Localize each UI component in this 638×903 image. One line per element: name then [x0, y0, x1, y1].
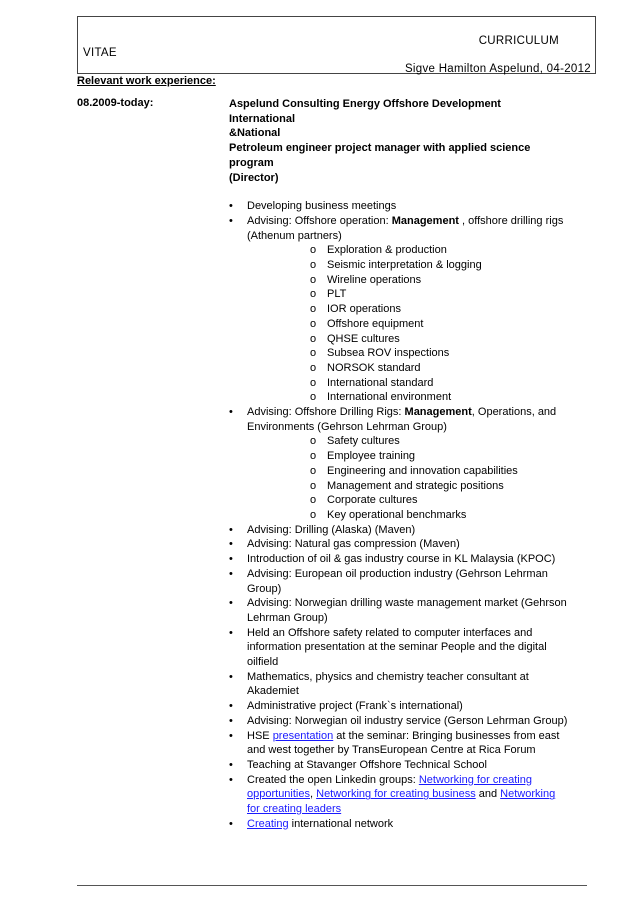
sub-list-item: o International standard [247, 376, 569, 391]
list-item: • Advising: European oil production industry (Gehrson Lehrman Group) [229, 567, 569, 596]
header-curriculum: CURRICULUM [478, 35, 559, 47]
sub-list-offshore [247, 243, 569, 405]
sub-list-item: o NORSOK standard [247, 361, 569, 376]
link-networking-opportunities[interactable]: Networking for creating opportunities [247, 773, 532, 801]
header-box [77, 16, 596, 74]
sub-list-item: o Management and strategic positions [247, 479, 569, 494]
list-item: • Advising: Offshore operation: Management , offshore drilling rigs (Athenum partners) o Exploration & production o Seismic interpretation & logging o Wireline operations o PLT o IOR operations o Offshore equipment o QHSE cultures o Subsea ROV inspections o NORSOK standard o International standard o International environment [229, 214, 569, 405]
header-name-date: Sigve Hamilton Aspelund, 04-2012 [404, 63, 591, 75]
list-item: • HSE presentation at the seminar: Bringing businesses from east and west together by TransEuropean Centre at Rica Forum [229, 729, 569, 758]
sub-list-item: o Subsea ROV inspections [247, 346, 569, 361]
list-item: • Advising: Drilling (Alaska) (Maven) [229, 523, 569, 538]
footer-divider [77, 885, 587, 886]
sub-list-item: o PLT [247, 287, 569, 302]
list-item: • Created the open Linkedin groups: Networking for creating opportunities, Networking for creating business and Networking for creating leaders [229, 773, 569, 817]
job-line-1: Aspelund Consulting Energy Offshore Development International [229, 98, 501, 125]
header-vitae: VITAE [83, 47, 117, 59]
job-line-4: (Director) [229, 171, 279, 184]
sub-list-item: o Safety cultures [247, 434, 569, 449]
list-item: • Mathematics, physics and chemistry teacher consultant at Akademiet [229, 670, 569, 699]
sub-list-item: o QHSE cultures [247, 332, 569, 347]
job-content [229, 97, 569, 831]
list-item: • Advising: Natural gas compression (Maven) [229, 537, 569, 552]
list-item: • Held an Offshore safety related to computer interfaces and information presentation at the seminar People and the digital oilfield [229, 626, 569, 670]
date-range: 08.2009-today: [77, 97, 154, 109]
job-line-2: &National [229, 127, 281, 140]
list-item: • Developing business meetings [229, 199, 569, 214]
list-item: • Teaching at Stavanger Offshore Technical School [229, 758, 569, 773]
job-line-3: Petroleum engineer project manager with applied science program [229, 142, 531, 169]
link-networking-leaders[interactable]: Networking for creating leaders [247, 788, 556, 816]
list-item: • Administrative project (Frank`s international) [229, 699, 569, 714]
sub-list-item: o Engineering and innovation capabilities [247, 464, 569, 479]
list-item: • Creating international network [229, 817, 569, 832]
sub-list-item: o Offshore equipment [247, 317, 569, 332]
creating-link[interactable]: Creating [247, 817, 289, 830]
sub-list-item: o Exploration & production [247, 243, 569, 258]
sub-list-item: o IOR operations [247, 302, 569, 317]
sub-list-item: o Employee training [247, 449, 569, 464]
sub-list-item: o Wireline operations [247, 273, 569, 288]
duties-list [229, 199, 569, 831]
list-item: • Introduction of oil & gas industry course in KL Malaysia (KPOC) [229, 552, 569, 567]
link-networking-business[interactable]: Networking for creating business [316, 788, 476, 801]
presentation-link[interactable]: presentation [272, 729, 334, 742]
section-heading: Relevant work experience: [77, 75, 216, 87]
job-title [229, 97, 569, 185]
list-item: • Advising: Offshore Drilling Rigs: Management, Operations, and Environments (Gehrson Lehrman Group) o Safety cultures o Employee training o Engineering and innovation capabilities o Management and strategic positions o Corporate cultures o Key operational benchmarks [229, 405, 569, 523]
list-item: • Advising: Norwegian oil industry service (Gerson Lehrman Group) [229, 714, 569, 729]
sub-list-item: o Seismic interpretation & logging [247, 258, 569, 273]
sub-list-item: o Key operational benchmarks [247, 508, 569, 523]
sub-list-drilling [247, 434, 569, 522]
list-item: • Advising: Norwegian drilling waste management market (Gehrson Lehrman Group) [229, 596, 569, 625]
sub-list-item: o Corporate cultures [247, 493, 569, 508]
sub-list-item: o International environment [247, 390, 569, 405]
